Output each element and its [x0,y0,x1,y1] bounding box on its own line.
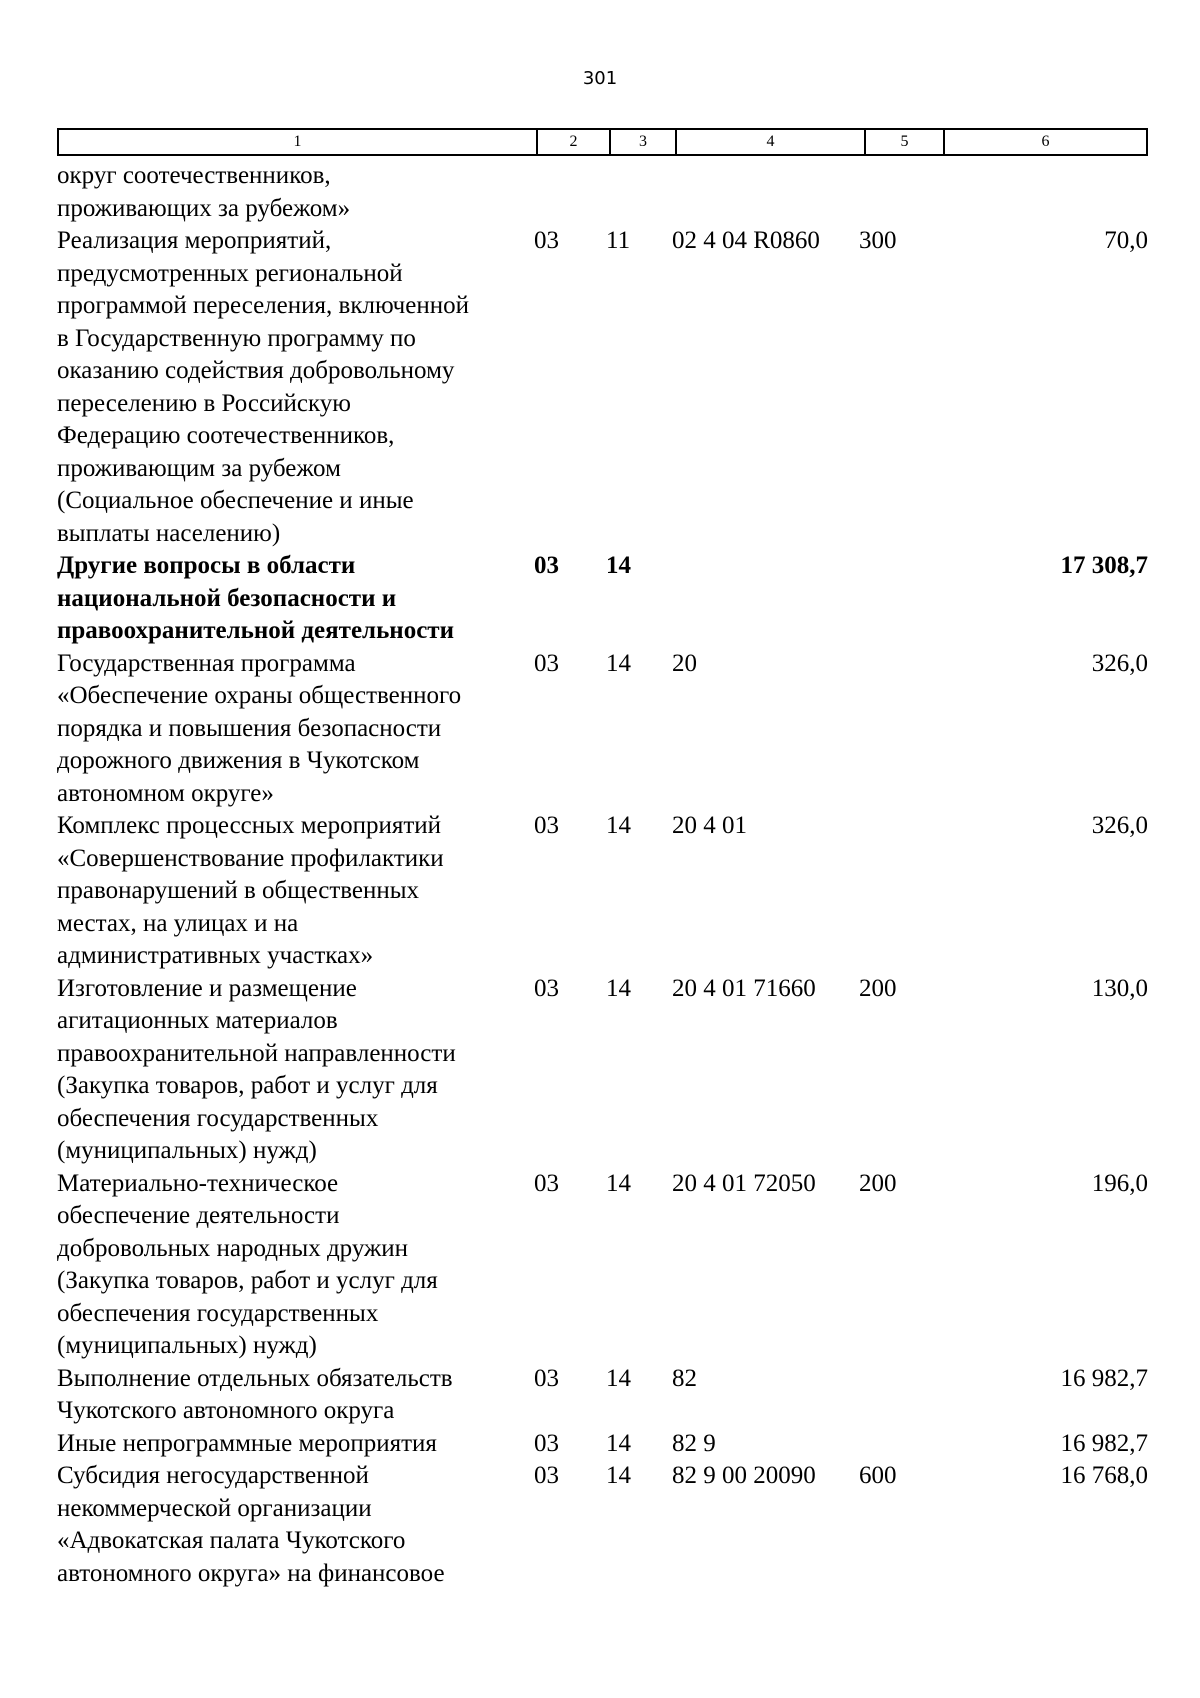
row-amount: 16 768,0 [1060,1462,1148,1489]
row-section: 03 [534,974,559,1002]
row-amount: 16 982,7 [1060,1364,1148,1392]
row-target-article: 20 4 01 71660 [672,974,816,1002]
row-amount: 17 308,7 [1060,552,1148,579]
row-section: 03 [534,812,559,839]
row-name: Материально-техническое обеспечение деятельности добровольных народных дружин (Закупка товаров, работ и услуг для обеспечения государственных (муниципальных) нужд) [57,1169,438,1359]
row-name: Субсидия негосударственной некоммерческой организации «Адвокатская палата Чукотского автономного округа» на финансовое [57,1462,445,1587]
header-col-3: 3 [609,130,675,154]
table-header [57,128,1148,156]
row-expense-type: 200 [859,974,897,1002]
row-target-article: 82 9 [672,1429,716,1457]
row-section: 03 [534,649,559,677]
row-subsection: 14 [606,649,631,677]
row-amount: 326,0 [1091,649,1148,677]
table-row [0,810,1200,973]
header-col-6: 6 [943,130,1146,154]
table-body [0,160,1200,1590]
row-name: Другие вопросы в области национальной безопасности и правоохранительной деятельности [57,552,454,644]
row-name: Реализация мероприятий, предусмотренных региональной программой переселения, включенной в Государственную программу по оказанию содействия добровольному переселению в Российскую Федерацию соотечественников, проживающим за рубежом (Социальное обеспечение и иные выплаты населению) [57,227,469,547]
row-subsection: 14 [606,1364,631,1392]
row-expense-type: 300 [859,227,897,254]
row-subsection: 14 [606,812,631,839]
page-number: 301 [582,68,618,89]
table-row [0,973,1200,1168]
row-name: Выполнение отдельных обязательств Чукотского автономного округа [57,1364,453,1424]
row-section: 03 [534,227,559,254]
row-subsection: 14 [606,1462,631,1489]
row-amount: 326,0 [1091,812,1148,839]
row-subsection: 11 [606,227,631,254]
row-target-article: 20 [672,649,697,677]
row-name: Государственная программа «Обеспечение охраны общественного порядка и повышения безопасности дорожного движения в Чукотском автономном округе» [57,649,462,807]
header-col-5: 5 [864,130,943,154]
row-amount: 70,0 [1104,227,1148,254]
row-subsection: 14 [606,1429,631,1457]
row-target-article: 02 4 04 R0860 [672,227,820,254]
row-amount: 130,0 [1091,974,1148,1002]
row-expense-type: 200 [859,1169,897,1197]
row-section: 03 [534,552,559,579]
row-section: 03 [534,1364,559,1392]
table-row [0,225,1200,550]
row-section: 03 [534,1462,559,1489]
table-row [0,1168,1200,1363]
row-target-article: 82 [672,1364,697,1392]
table-row [0,1460,1200,1590]
row-amount: 16 982,7 [1060,1429,1148,1457]
row-target-article: 20 4 01 [672,812,747,839]
row-subsection: 14 [606,974,631,1002]
row-target-article: 82 9 00 20090 [672,1462,816,1489]
header-col-1: 1 [293,133,302,150]
table-row [0,1363,1200,1428]
row-expense-type: 600 [859,1462,897,1489]
table-row [0,648,1200,811]
header-col-2: 2 [536,130,609,154]
row-name: Комплекс процессных мероприятий «Совершенствование профилактики правонарушений в общественных местах, на улицах и на административных участках» [57,812,444,969]
row-subsection: 14 [606,552,631,579]
row-section: 03 [534,1169,559,1197]
row-name: округ соотечественников, проживающих за рубежом» [57,162,351,222]
row-name: Иные непрограммные мероприятия [57,1429,437,1457]
table-row [0,160,1200,225]
row-amount: 196,0 [1091,1169,1148,1197]
row-target-article: 20 4 01 72050 [672,1169,816,1197]
table-row [0,1428,1200,1461]
header-col-4: 4 [675,130,864,154]
table-row [0,550,1200,648]
row-name: Изготовление и размещение агитационных материалов правоохранительной направленности (Закупка товаров, работ и услуг для обеспечения государственных (муниципальных) нужд) [57,974,456,1164]
row-subsection: 14 [606,1169,631,1197]
row-section: 03 [534,1429,559,1457]
